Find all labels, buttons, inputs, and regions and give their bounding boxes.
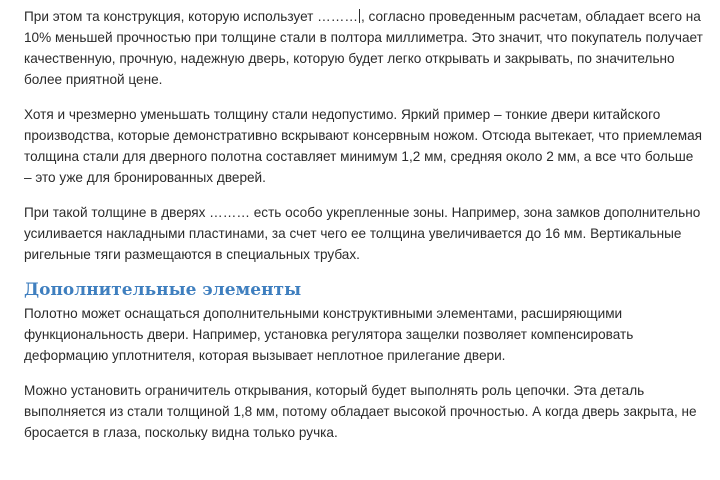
paragraph-4: Полотно может оснащаться дополнительными конструктивными элементами, расширяющими функциональность двери. Например, установка регулятора защелки позволяет компенсировать деформацию уплотнителя, которая вызывает неплотное прилегание двери. xyxy=(24,306,634,363)
text-cursor xyxy=(359,9,360,23)
paragraph-1-text-start: При этом та конструкция, которую использует ……… xyxy=(24,9,358,24)
document-body xyxy=(24,6,704,457)
paragraph-2: Хотя и чрезмерно уменьшать толщину стали недопустимо. Яркий пример – тонкие двери китайского производства, которые демонстративно вскрывают консервным ножом. Отсюда вытекает, что приемлемая толщина стали для дверного полотна составляет минимум 1,2 мм, средняя около 2 мм, а все что больше – это уже для бронированных дверей. xyxy=(24,107,703,185)
paragraph-5: Можно установить ограничитель открывания, который будет выполнять роль цепочки. Эта деталь выполняется из стали толщиной 1,8 мм, потому обладает высокой прочностью. А когда дверь закрыта, не бросается в глаза, поскольку видна только ручка. xyxy=(24,383,697,440)
paragraph-3: При такой толщине в дверях ……… есть особо укрепленные зоны. Например, зона замков дополнительно усиливается накладными пластинами, за счет чего ее толщина увеличивается до 16 мм. Вертикальные ригельные тяги размещаются в специальных трубах. xyxy=(24,205,701,262)
paragraph-1 xyxy=(24,6,704,90)
paragraph-1-text-end: , согласно проведенным расчетам, обладает всего на 10% меньшей прочностью при толщине стали в полтора миллиметра. Это значит, что покупатель получает качественную, прочную, надежную дверь, которую будет легко открывать и закрывать, по значительно более приятной цене. xyxy=(24,9,703,87)
section-heading: Дополнительные элементы xyxy=(24,280,302,300)
